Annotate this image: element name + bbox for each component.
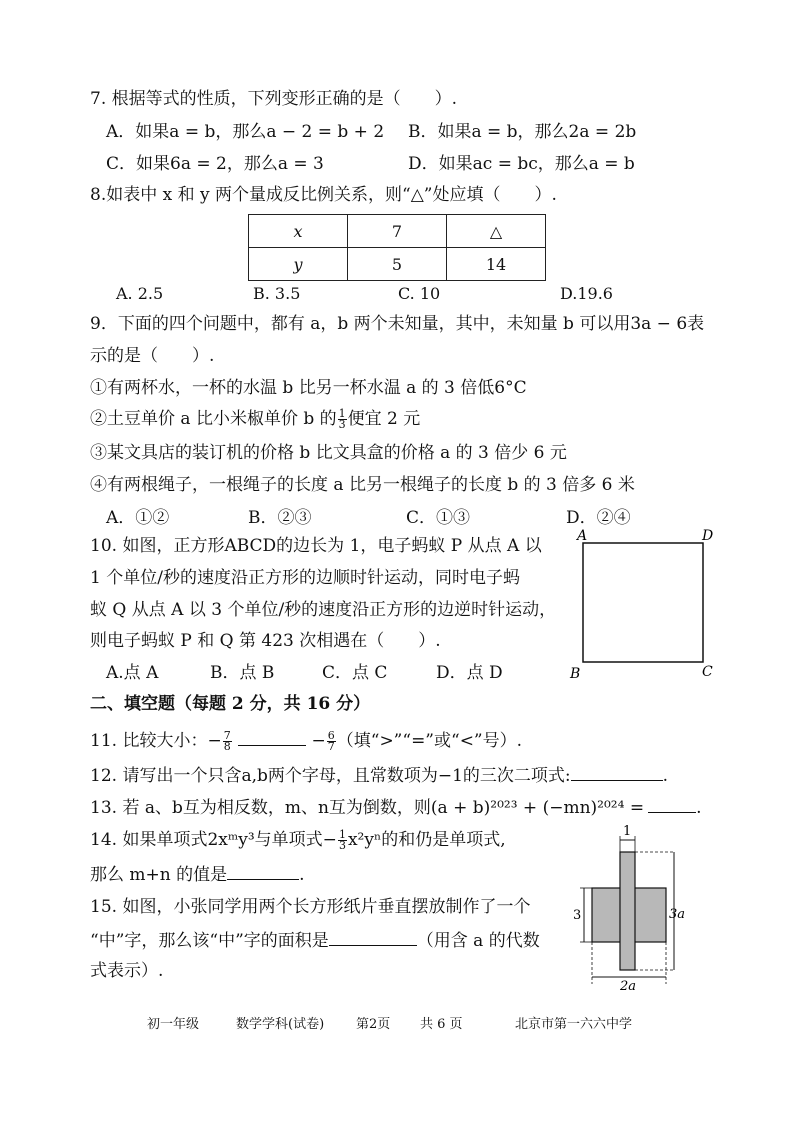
vertex-a-label: A <box>577 528 588 544</box>
q12-end: . <box>662 766 669 786</box>
q15-text-b: （用含 a 的代数 <box>416 931 540 951</box>
q11-fraction-1 <box>223 731 232 752</box>
q9-fraction <box>338 409 347 430</box>
q13-text: 13. 若 a、b互为相反数，m、n互为倒数，则(a + b)²⁰²³ + (−mn)²⁰²⁴ = <box>90 798 645 818</box>
q8-cell: x <box>249 215 348 248</box>
q7-option-a: A．如果a = b，那么a − 2 = b + 2 <box>106 122 385 142</box>
frac-numerator: 6 <box>327 729 335 742</box>
q10-option-b: B．点 B <box>210 663 275 683</box>
q8-cell: 5 <box>348 248 447 281</box>
zhong-character-figure <box>570 822 690 992</box>
q11-pre: 11. 比较大小：− <box>90 731 222 751</box>
q13-line <box>90 795 701 819</box>
vertex-b-label: B <box>570 666 581 682</box>
q9-option-c: C．①③ <box>406 508 471 528</box>
q8-table <box>248 214 546 281</box>
q15-line2 <box>90 928 540 952</box>
q10-line1: 10. 如图，正方形ABCD的边长为 1，电子蚂蚁 P 从点 A 以 <box>90 536 542 556</box>
q12-line <box>90 763 668 787</box>
footer-page: 第2页 <box>356 1017 391 1032</box>
q8-stem: 8.如表中 x 和 y 两个量成反比例关系，则“△”处应填（ ）. <box>90 185 557 205</box>
q12-text: 12. 请写出一个只含a,b两个字母，且常数项为−1的三次二项式: <box>90 766 571 786</box>
q14-text-a: 14. 如果单项式2xᵐy³与单项式− <box>90 830 337 850</box>
dimension-left-label: 3 <box>573 908 582 923</box>
footer-subject: 数学学科(试卷) <box>236 1017 325 1032</box>
q14-fraction <box>338 830 347 851</box>
q9-item-2-text-b: 便宜 2 元 <box>347 409 421 429</box>
vertex-c-label: C <box>702 664 713 680</box>
q15-text-a: “中”字，那么该“中”字的面积是 <box>90 931 329 951</box>
q10-line2: 1 个单位/秒的速度沿正方形的边顺时针运动，同时电子蚂 <box>90 568 520 588</box>
q9-item-2-text-a: ②土豆单价 a 比小米椒单价 b 的 <box>90 409 337 429</box>
q9-item-3: ③某文具店的装订机的价格 b 比文具盒的价格 a 的 3 倍少 6 元 <box>90 443 567 463</box>
dimension-right-label: 3a <box>669 907 686 922</box>
frac-numerator: 7 <box>223 729 231 742</box>
q9-item-2 <box>90 408 420 430</box>
q10-line3: 蚁 Q 从点 A 以 3 个单位/秒的速度沿正方形的边逆时针运动， <box>90 600 557 620</box>
q14-answer-blank[interactable] <box>227 862 299 880</box>
q14-line2 <box>90 862 305 886</box>
q11-post: （填“>”“=”或“<”号）. <box>336 731 523 751</box>
vertex-d-label: D <box>702 528 714 544</box>
q11-answer-blank[interactable] <box>238 728 306 746</box>
q9-option-a: A．①② <box>106 508 170 528</box>
q13-end: . <box>696 798 702 818</box>
q14-end: . <box>299 865 305 885</box>
q9-item-1: ①有两杯水，一杯的水温 b 比另一杯水温 a 的 3 倍低6°C <box>90 378 527 398</box>
q8-cell: 7 <box>348 215 447 248</box>
q8-option-b: B. 3.5 <box>253 284 301 303</box>
footer-total: 共 6 页 <box>420 1017 463 1032</box>
section-2-heading: 二、填空题（每题 2 分，共 16 分） <box>90 694 371 714</box>
q14-line1 <box>90 829 506 851</box>
q11-minus: − <box>311 731 326 751</box>
q7-option-c: C．如果6a = 2，那么a = 3 <box>106 154 324 174</box>
q8-cell: 14 <box>447 248 546 281</box>
frac-denominator: 7 <box>327 740 335 753</box>
q14-text-b: x²yⁿ的和仍是单项式, <box>347 830 506 850</box>
frac-denominator: 3 <box>338 839 346 852</box>
footer-grade: 初一年级 <box>147 1017 200 1032</box>
q9-option-d: D．②④ <box>566 508 631 528</box>
q9-item-4: ④有两根绳子，一根绳子的长度 a 比另一根绳子的长度 b 的 3 倍多 6 米 <box>90 475 635 495</box>
frac-denominator: 3 <box>338 418 346 431</box>
frac-denominator: 8 <box>223 740 231 753</box>
q9-option-b: B．②③ <box>248 508 312 528</box>
dimension-bottom-label: 2a <box>620 979 637 992</box>
q8-cell: △ <box>447 215 546 248</box>
q8-option-d: D.19.6 <box>560 284 613 303</box>
q7-stem: 7. 根据等式的性质，下列变形正确的是（ ）. <box>90 89 458 109</box>
square-abcd-figure <box>568 526 718 682</box>
q14-text-c: 那么 m+n 的值是 <box>90 865 228 885</box>
q9-stem-line2: 示的是（ ）. <box>90 346 215 366</box>
q12-answer-blank[interactable] <box>571 763 663 781</box>
q8-cell: y <box>249 248 348 281</box>
q10-option-a: A.点 A <box>106 663 159 683</box>
q10-option-d: D．点 D <box>436 663 503 683</box>
frac-numerator: 1 <box>338 407 346 420</box>
dimension-top-label: 1 <box>623 824 632 839</box>
frac-numerator: 1 <box>338 828 346 841</box>
q10-option-c: C．点 C <box>322 663 388 683</box>
q10-line4: 则电子蚂蚁 P 和 Q 第 423 次相遇在（ ）. <box>90 631 441 651</box>
q15-line1: 15. 如图，小张同学用两个长方形纸片垂直摆放制作了一个 <box>90 897 531 917</box>
q11-fraction-2 <box>327 731 336 752</box>
q13-answer-blank[interactable] <box>648 795 696 813</box>
q8-option-c: C. 10 <box>398 284 441 303</box>
q7-option-d: D．如果ac = bc，那么a = b <box>408 154 635 174</box>
footer-school: 北京市第一六六中学 <box>515 1017 633 1032</box>
q15-line3: 式表示）. <box>90 961 164 981</box>
q11-line <box>90 728 522 752</box>
q9-stem-line1: 9．下面的四个问题中，都有 a，b 两个未知量，其中，未知量 b 可以用3a − 6表 <box>90 314 705 334</box>
q15-answer-blank[interactable] <box>329 928 417 946</box>
q8-option-a: A. 2.5 <box>116 284 164 303</box>
q7-option-b: B．如果a = b，那么2a = 2b <box>408 122 637 142</box>
